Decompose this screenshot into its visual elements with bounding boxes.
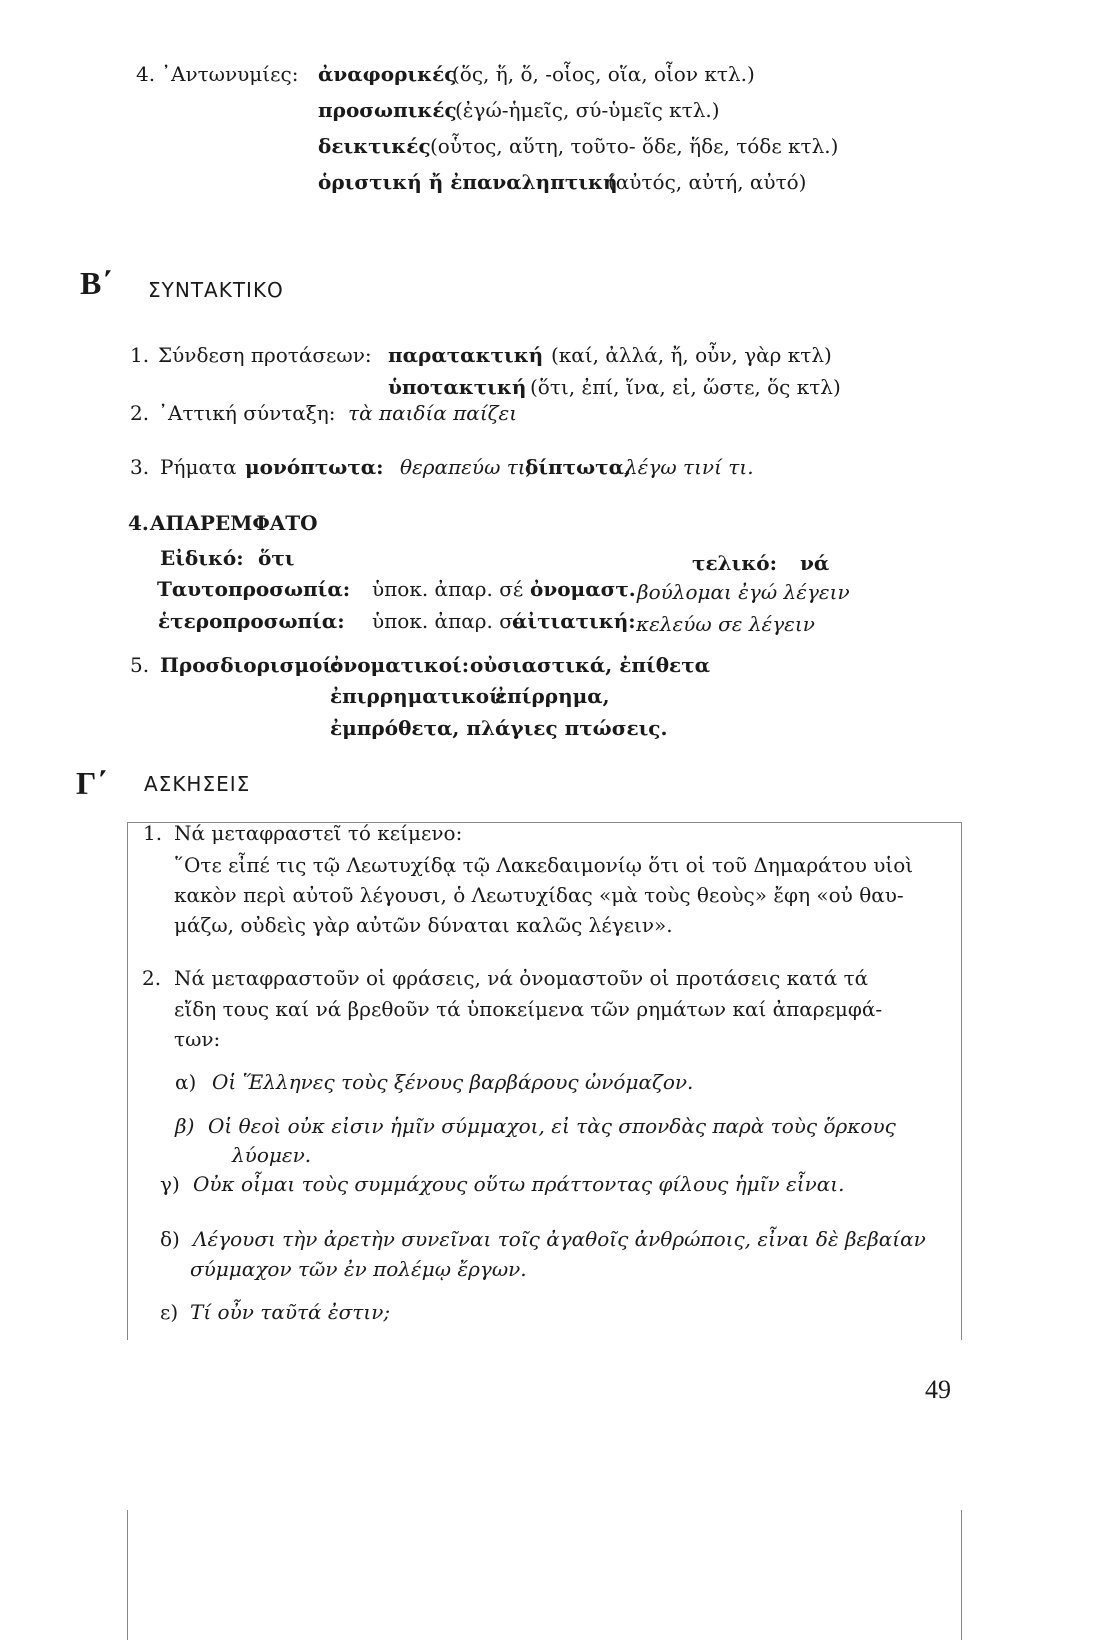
term: ἐπιρρηματικοί: [330, 684, 507, 708]
item-number: 4. [128, 511, 149, 535]
examples: (ὅτι, ἐπί, ἵνα, εἰ, ὥστε, ὅς κτλ) [530, 375, 841, 399]
pronoun-term: ἀναφορικές [318, 62, 457, 86]
item-label: ᾿Αττική σύνταξη: [158, 401, 336, 425]
pronoun-term: προσωπικές [318, 98, 457, 122]
example: κελεύω σε λέγειν [636, 612, 815, 636]
term: ὀνοματικοί: [330, 653, 470, 677]
item-number: 5. [130, 653, 150, 677]
pronoun-examples: (οὗτος, αὕτη, τοῦτο- ὅδε, ἥδε, τόδε κτλ.) [430, 134, 839, 158]
sentence-label: γ) [160, 1172, 180, 1196]
section-letter: Β΄ [80, 265, 112, 301]
examples: (καί, ἀλλά, ἤ, οὖν, γὰρ κτλ) [551, 343, 832, 367]
item-number: 3. [130, 455, 150, 479]
sentence: Τί οὖν ταῦτά ἐστιν; [190, 1300, 391, 1324]
sentence: Οὐκ οἶμαι τοὺς συμμάχους οὕτω πράττοντας φίλους ἡμῖν εἶναι. [193, 1172, 845, 1196]
pronoun-term: δεικτικές [318, 134, 431, 158]
term: Ταυτοπροσωπία: [157, 577, 351, 601]
term: ἑτεροπροσωπία: [158, 609, 345, 633]
pronoun-examples: (ὅς, ἥ, ὅ, -οἷος, οἵα, οἷον κτλ.) [452, 62, 755, 86]
text: ὑποκ. ἀπαρ. σέ [372, 577, 524, 601]
term: Εἰδικό: [160, 546, 244, 570]
example: τὰ παιδία παίζει [348, 401, 518, 425]
instruction-line: εἴδη τους καί νά βρεθοῦν τά ὑποκείμενα τῶν ρημάτων καί ἀπαρεμφά- [174, 997, 883, 1021]
sentence: Οἱ θεοὶ οὐκ εἰσιν ἡμῖν σύμμαχοι, εἰ τὰς σπονδὰς παρὰ τοὺς ὅρκους [208, 1114, 896, 1138]
item-number: 2. [142, 966, 162, 990]
term-value: νά [800, 551, 830, 575]
term: Προσδιορισμοί: [160, 653, 340, 677]
item-number: 2. [130, 401, 150, 425]
item-number: 1. [143, 821, 163, 845]
term: τελικό: [692, 551, 778, 575]
term: δίπτωτα, [525, 455, 631, 479]
term-value: οὐσιαστικά, ἐπίθετα [470, 653, 711, 677]
page-number: 49 [925, 1375, 951, 1404]
instruction-line: Νά μεταφραστοῦν οἱ φράσεις, νά ὀνομαστοῦν οἱ προτάσεις κατά τά [174, 966, 869, 990]
item-number: 1. [130, 343, 150, 367]
text: ὑποκ. ἀπαρ. σέ [372, 609, 524, 633]
subsection-title: ΑΠΑΡΕΜΦΑΤΟ [150, 511, 318, 535]
passage-line: μάζω, οὐδεὶς γὰρ αὐτῶν δύναται καλῶς λέγειν». [174, 913, 673, 937]
sentence: λύομεν. [232, 1143, 312, 1167]
term: μονόπτωτα: [245, 455, 384, 479]
example: θεραπεύω τι, [400, 455, 533, 479]
term: ὀνομαστ. [530, 577, 636, 601]
pronoun-term: ὁριστική ἤ ἐπαναληπτική [318, 170, 618, 194]
sentence-label: δ) [160, 1227, 180, 1251]
example: βούλομαι ἐγώ λέγειν [637, 580, 850, 604]
sentence: σύμμαχον τῶν ἐν πολέμῳ ἔργων. [190, 1257, 527, 1281]
passage-line: κακὸν περὶ αὐτοῦ λέγουσι, ὁ Λεωτυχίδας «μὰ τοὺς θεοὺς» ἔφη «οὐ θαυ- [174, 883, 904, 907]
section-letter: Γ΄ [76, 765, 108, 801]
sentence: Λέγουσι τὴν ἀρετὴν συνεῖναι τοῖς ἀγαθοῖς ἀνθρώποις, εἶναι δὲ βεβαίαν [193, 1227, 926, 1251]
passage-line: ῞Οτε εἶπέ τις τῷ Λεωτυχίδᾳ τῷ Λακεδαιμονίῳ ὅτι οἱ τοῦ Δημαράτου υἱοὶ [174, 853, 914, 877]
sentence-label: α) [175, 1070, 197, 1094]
term: ὑποτακτική [388, 375, 527, 399]
pronoun-examples: (ἐγώ-ἡμεῖς, σύ-ὑμεῖς κτλ.) [455, 98, 720, 122]
section-title: ΑΣΚΗΣΕΙΣ [144, 772, 251, 796]
sentence-label: ε) [160, 1300, 179, 1324]
section-title: ΣΥΝΤΑΚΤΙΚΟ [148, 278, 284, 302]
instruction: Νά μεταφραστεῖ τό κείμενο: [174, 821, 463, 845]
item-label: Ρήματα [160, 455, 237, 479]
sentence-label: β) [175, 1114, 195, 1138]
example: λέγω τινί τι. [625, 455, 754, 479]
item-number: 4. [136, 62, 156, 86]
term: παρατακτική [388, 343, 544, 367]
term: αἰτιατική: [512, 609, 636, 633]
pronouns-heading: ᾿Αντωνυμίες: [161, 62, 299, 86]
term-value: ὅτι [258, 546, 295, 570]
term-value: ἐμπρόθετα, πλάγιες πτώσεις. [330, 716, 668, 740]
pronoun-examples: (αὐτός, αὐτή, αὐτό) [608, 170, 807, 194]
term-value: ἐπίρρημα, [495, 684, 610, 708]
item-label: Σύνδεση προτάσεων: [158, 343, 372, 367]
sentence: Οἱ Ἕλληνες τοὺς ξένους βαρβάρους ὠνόμαζον. [212, 1070, 694, 1094]
instruction-line: των: [174, 1027, 221, 1051]
